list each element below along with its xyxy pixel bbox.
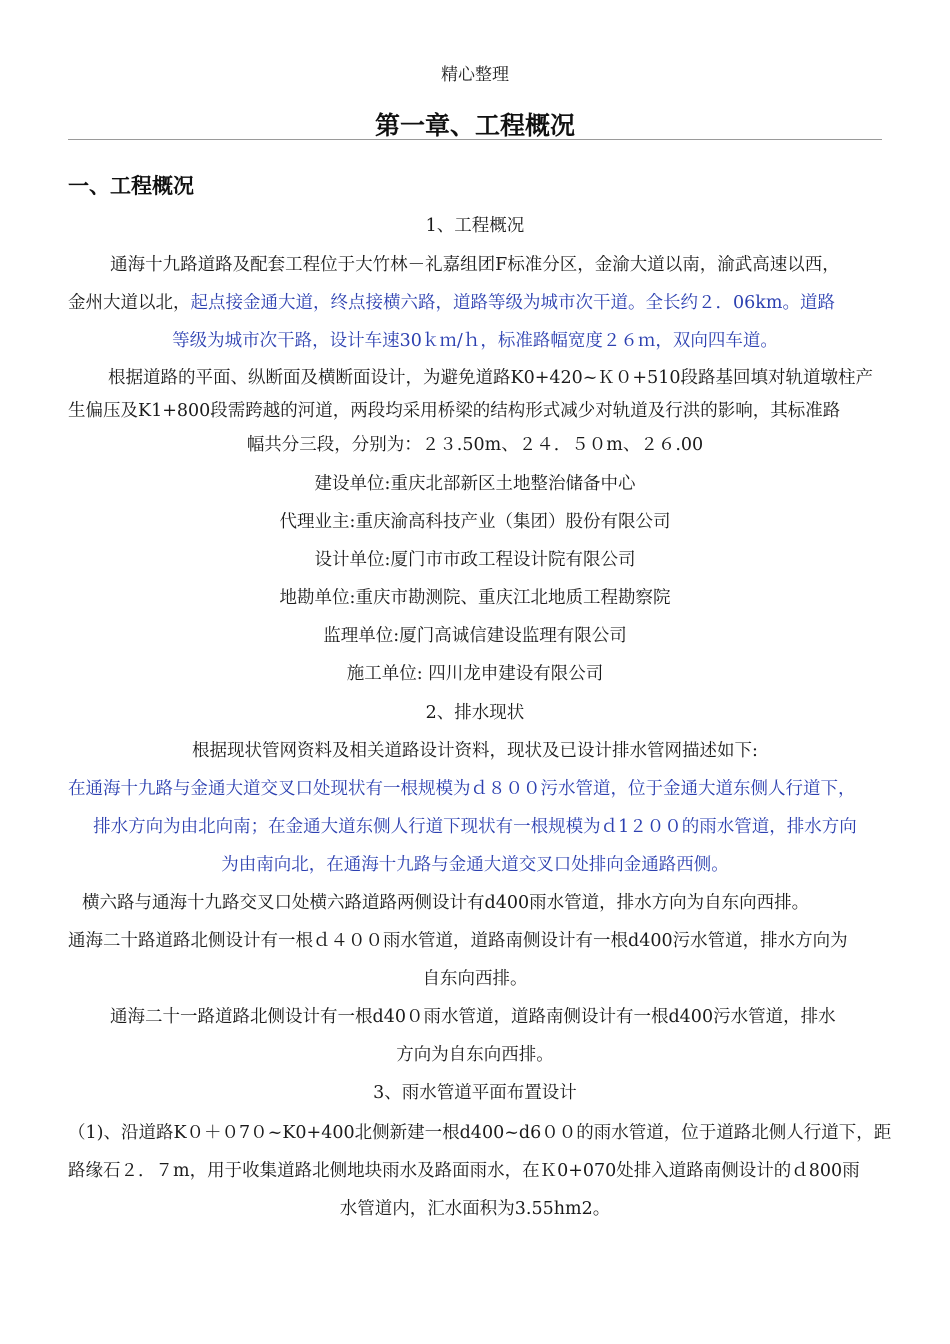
- para5-line1: 横六路与通海十九路交叉口处横六路道路两侧设计有d400雨水管道，排水方向为自东向西排。: [82, 893, 810, 913]
- para1-line2: [68, 290, 882, 316]
- chapter-title: 第一章、工程概况: [374, 111, 575, 140]
- section-title: 一、工程概况: [68, 174, 194, 198]
- para1-line2-start: 金州大道以北，: [68, 293, 191, 313]
- para1-line1: 通海十九路道路及配套工程位于大竹林－礼嘉组团F标准分区，金渝大道以南，渝武高速以西，: [110, 255, 840, 275]
- unit-agent: 代理业主:重庆渝高科技产业（集团）股份有限公司: [279, 512, 671, 532]
- para2-line1: 根据道路的平面、纵断面及横断面设计，为避免道路K0+420~Ｋ０+510段路基回填对轨道墩柱产: [108, 368, 873, 388]
- para7-line2: 方向为自东向西排。: [396, 1045, 554, 1065]
- unit-survey: 地勘单位:重庆市勘测院、重庆江北地质工程勘察院: [279, 588, 671, 608]
- para4-line3: 为由南向北，在通海十九路与金通大道交叉口处排向金通路西侧。: [221, 855, 729, 875]
- para2-line2: 生偏压及K1+800段需跨越的河道，两段均采用桥梁的结构形式减少对轨道及行洪的影响，其标准路: [68, 401, 841, 421]
- para3-line1: 根据现状管网资料及相关道路设计资料，现状及已设计排水管网描述如下:: [192, 741, 758, 761]
- para2-line3: 幅共分三段，分别为：２３.50m、２４．５０m、２６.00: [246, 435, 704, 455]
- para4-line1: 在通海十九路与金通大道交叉口处现状有一根规模为ｄ８００污水管道，位于金通大道东侧人行道下，: [68, 779, 856, 799]
- running-header: 精心整理: [441, 65, 509, 85]
- unit-supervision: 监理单位:厦门高诚信建设监理有限公司: [323, 626, 627, 646]
- para1-line3: 等级为城市次干路，设计车速30ｋｍ/ｈ，标准路幅宽度２６ｍ，双向四车道。: [172, 331, 778, 351]
- para8-line3: 水管道内，汇水面积为3.55hm2。: [339, 1199, 611, 1219]
- unit-builder: 施工单位: 四川龙申建设有限公司: [346, 664, 604, 684]
- para6-line2: 自东向西排。: [422, 969, 528, 989]
- para4-line2: 排水方向为由北向南；在金通大道东侧人行道下现状有一根规模为ｄ1２００的雨水管道，排水方向: [93, 817, 857, 837]
- subsection-title-3: 3、雨水管道平面布置设计: [373, 1083, 577, 1103]
- subsection-title-2: 2、排水现状: [425, 703, 525, 723]
- para7-line1: 通海二十一路道路北侧设计有一根d40０雨水管道，道路南侧设计有一根d400污水管道，排水: [110, 1007, 836, 1027]
- para6-line1: 通海二十路道路北侧设计有一根ｄ４００雨水管道，道路南侧设计有一根d400污水管道，排水方向为: [68, 931, 848, 951]
- subsection-title-1: 1、工程概况: [425, 216, 525, 236]
- para1-line2-highlight: 起点接金通大道，终点接横六路，道路等级为城市次干道。全长约２．06km。道路: [190, 293, 835, 313]
- title-divider: [68, 139, 882, 140]
- unit-construction: 建设单位:重庆北部新区土地整治储备中心: [314, 474, 636, 494]
- unit-design: 设计单位:厦门市市政工程设计院有限公司: [314, 550, 636, 570]
- para8-line1: （1)、沿道路K０＋０7０~K0+400北侧新建一根d400~d6００的雨水管道，位于道路北侧人行道下，距: [68, 1123, 892, 1143]
- para8-line2: 路缘石２．７m，用于收集道路北侧地块雨水及路面雨水，在Ｋ0+070处排入道路南侧设计的ｄ800雨: [68, 1161, 860, 1181]
